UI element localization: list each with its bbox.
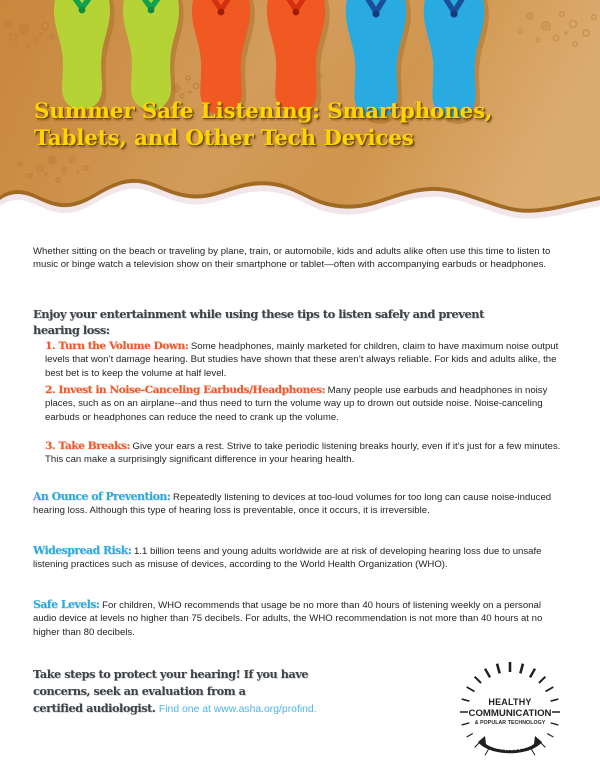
cta-line-1: Take steps to protect your hearing! If you have (33, 667, 309, 681)
tip-item-1 (45, 340, 567, 380)
cta-line-3: certified audiologist. (33, 701, 156, 715)
section-an-ounce-of-prevention (33, 490, 567, 518)
section-levels-lead: Safe Levels: (33, 598, 100, 611)
tip-3-lead: 3. Take Breaks: (45, 440, 130, 452)
tip-1-body: Some headphones, mainly marketed for children, claim to have maximum noise output levels that won’t damage hearing. But studies have shown that these aren’t always reliable. For kids and adults alike, the best bet is to keep the volume at half level. (45, 341, 559, 379)
section-widespread-risk (33, 544, 567, 572)
tip-2-lead: 2. Invest in Noise-Canceling Earbuds/Headphones: (45, 384, 325, 396)
profind-link[interactable]: Find one at www.asha.org/profind. (158, 704, 317, 715)
tip-3-body: Give your ears a rest. Strive to take periodic listening breaks hourly, even if it’s just for a few minutes. This can make a surprisingly significant difference in your hearing health. (45, 441, 561, 466)
tip-1-lead: 1. Turn the Volume Down: (45, 340, 189, 352)
tips-section-heading-line-2: prevent hearing loss: (33, 307, 484, 337)
tip-item-3 (45, 440, 567, 467)
section-prevention-lead: An Ounce of Prevention: (33, 490, 171, 503)
tips-section-heading-line-1: Enjoy your entertainment while using these tips to listen safely and (33, 307, 435, 322)
section-prevention-body: Repeatedly listening to devices at too-loud volumes for too long can cause noise-induced hearing loss. Although this type of hearing loss is preventable, once it occurs, it is irreversible. (33, 492, 552, 517)
tips-section-heading (33, 307, 533, 338)
logo-line-2: COMMUNICATION (468, 708, 552, 719)
section-risk-lead: Widespread Risk: (33, 544, 132, 557)
cta-line-2: concerns, seek an evaluation from a (33, 684, 246, 698)
logo-ribbon-text: INITIATIVE (486, 738, 534, 753)
hcpt-initiative-logo (452, 656, 568, 766)
header-banner (0, 0, 600, 232)
page-title-line-2: Tablets, and Other Tech Devices (34, 126, 414, 152)
tip-2-body: Many people use earbuds and headphones in noisy places, such as on an airplane--and thus need to turn the volume way up to drown out outside noise. Noise-canceling earbuds or headphones can reduce the need to crank up the volume. (45, 385, 548, 423)
section-risk-body: 1.1 billion teens and young adults worldwide are at risk of developing hearing loss due to unsafe listening practices such as misuse of devices, according to the World Health Organization (WHO). (33, 546, 542, 571)
logo-wordmark (469, 697, 552, 726)
cta-line-3-wrapper (33, 700, 423, 718)
call-to-action (33, 666, 423, 718)
page-title (34, 98, 574, 152)
tip-item-2 (45, 384, 567, 424)
section-levels-body: For children, WHO recommends that usage be no more than 40 hours of listening weekly on a personal audio device at levels no higher than 75 decibels. For adults, the WHO recommendation is not more than 40 hours at no higher than 80 decibels. (33, 600, 543, 638)
logo-line-3: & POPULAR TECHNOLOGY (474, 720, 546, 726)
intro-paragraph: Whether sitting on the beach or traveling by plane, train, or automobile, kids and adults alike often use this time to listen to music or binge watch a television show on their smartphone or tablet—often with accompanying earbuds or headphones. (33, 246, 551, 271)
page-title-line-1: Summer Safe Listening: Smartphones, (34, 99, 493, 125)
section-safe-levels (33, 598, 567, 639)
logo-line-1: HEALTHY (488, 697, 532, 707)
